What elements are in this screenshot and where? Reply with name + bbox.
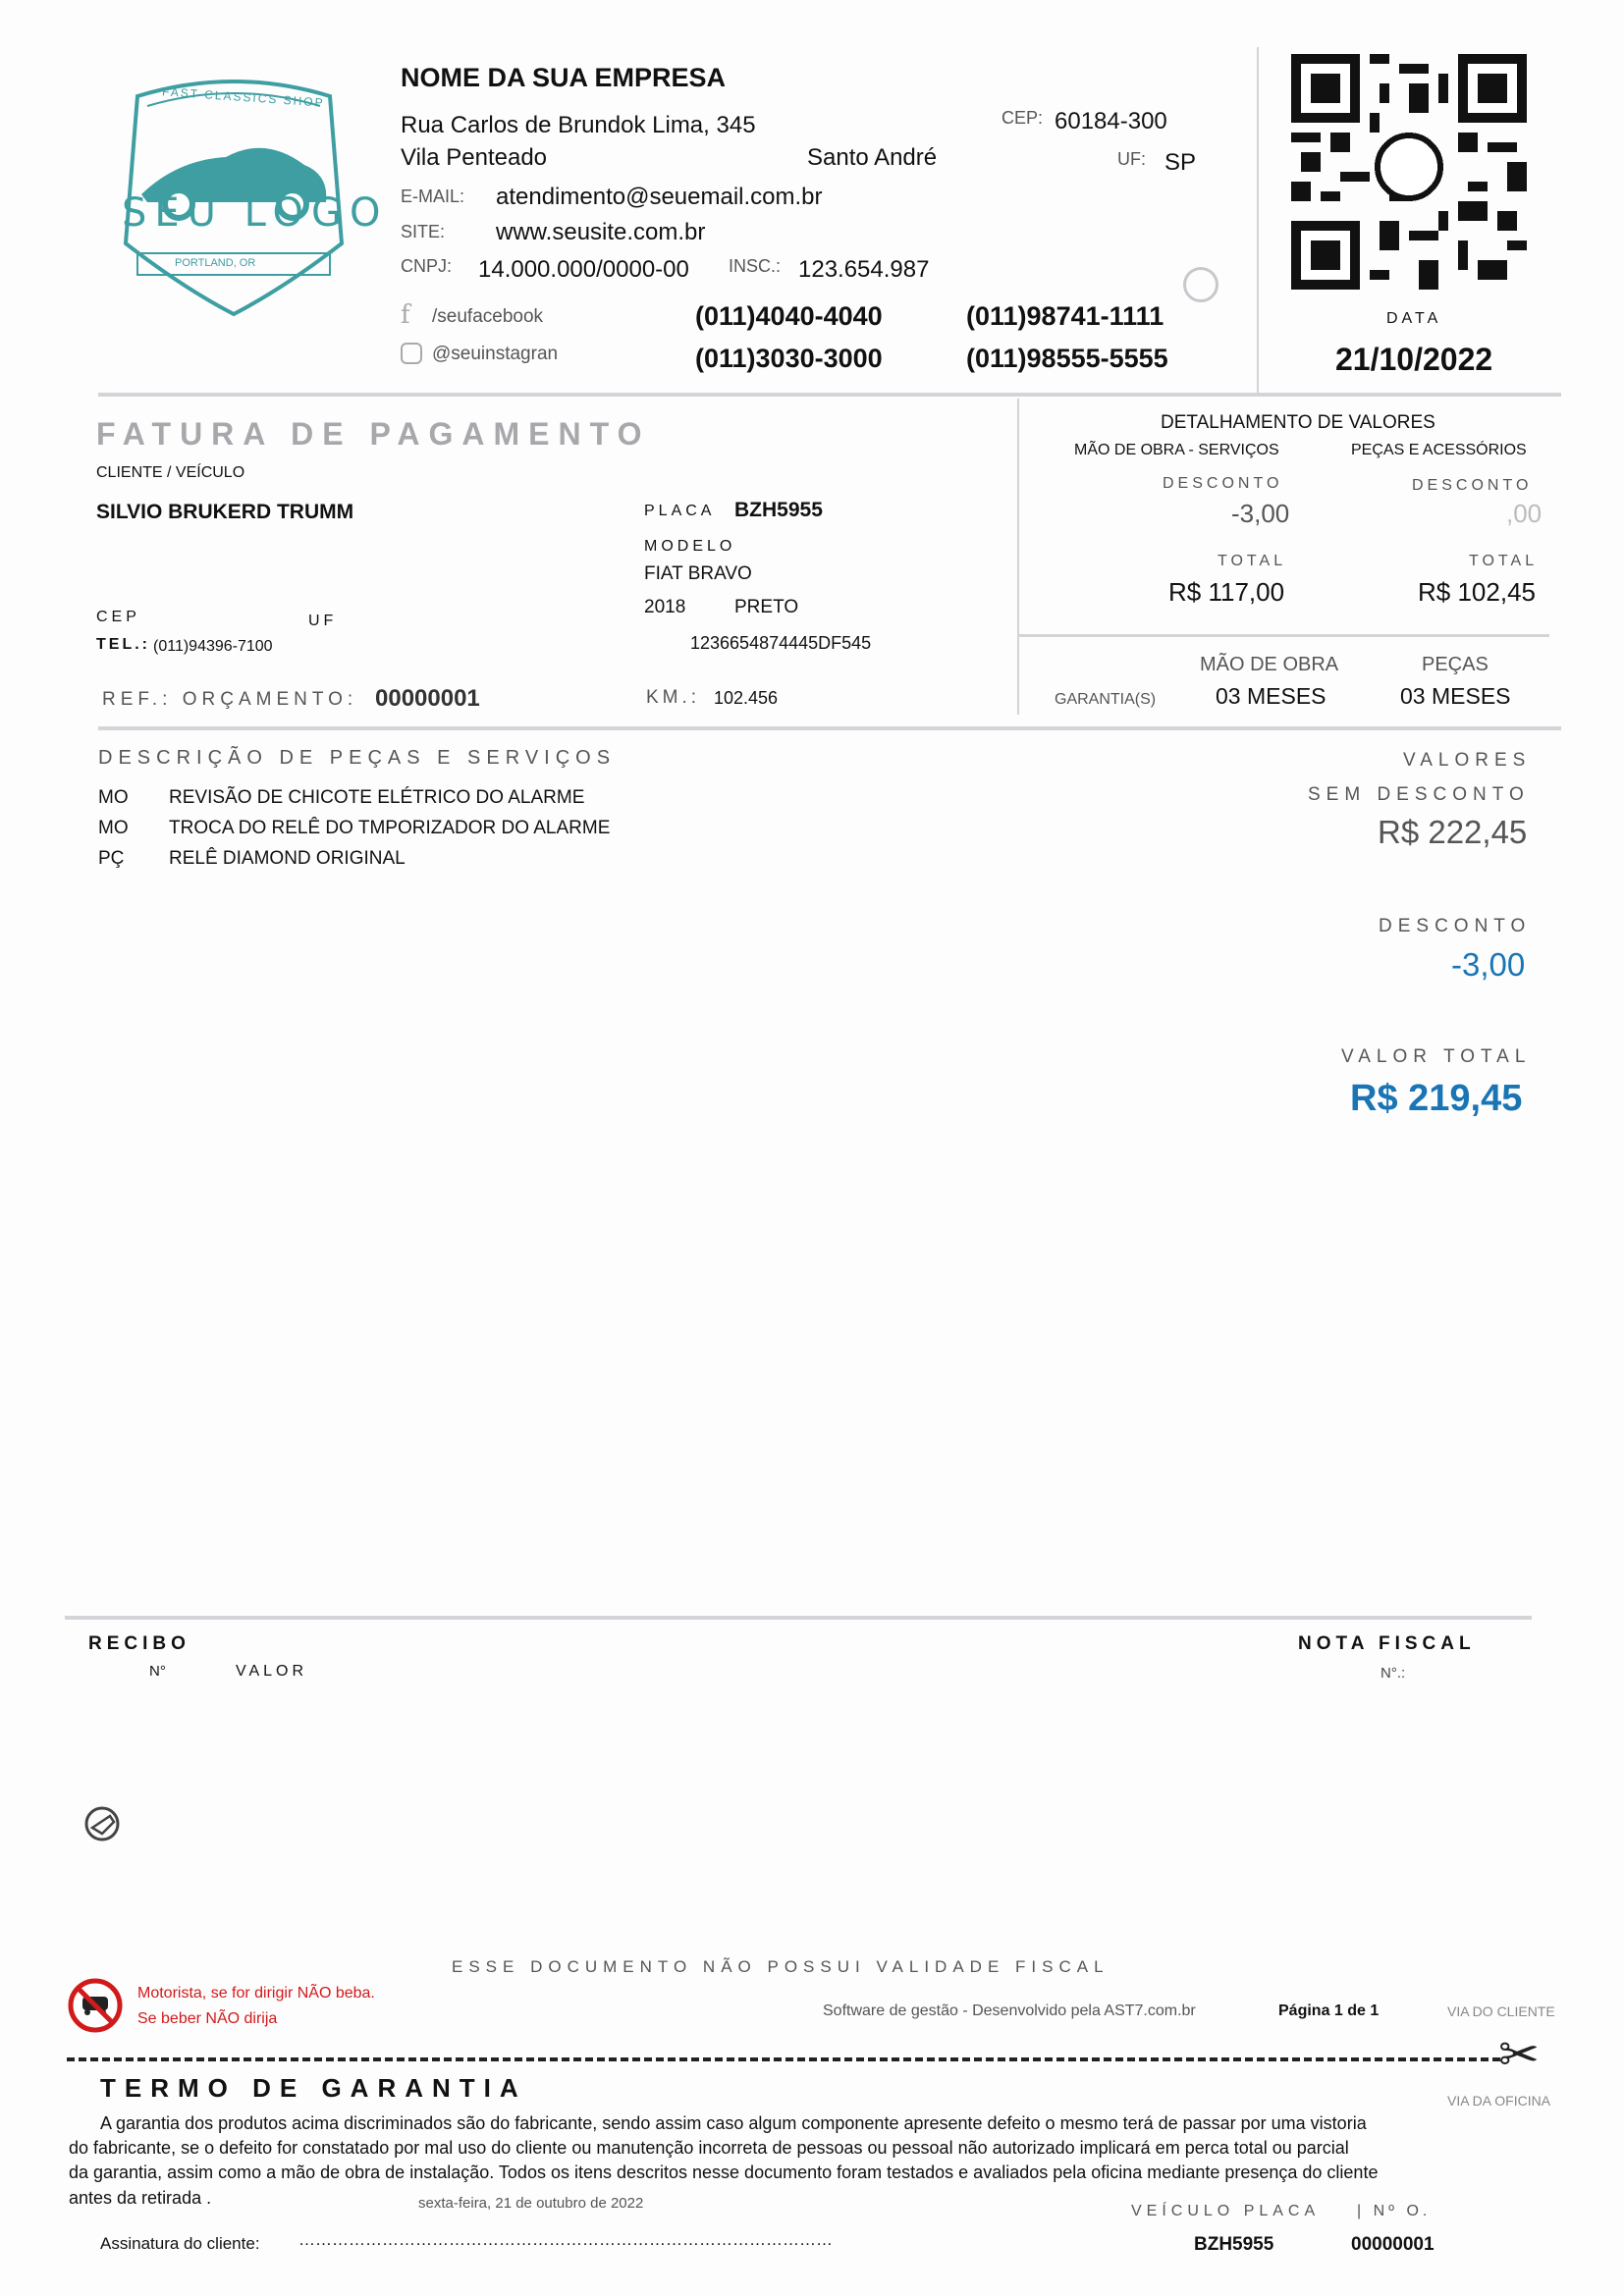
logo-tagline: FAST CLASSICS SHOP (161, 84, 326, 110)
parts-total-label: TOTAL (1469, 553, 1539, 569)
item-description: RELÊ DIAMOND ORIGINAL (169, 848, 406, 869)
fiscal-note: ESSE DOCUMENTO NÃO POSSUI VALIDADE FISCAL (452, 1957, 1110, 1976)
receipt-rule (65, 1616, 1532, 1620)
instagram-icon (401, 343, 422, 364)
uf-label: UF: (1117, 149, 1146, 169)
km-value: 102.456 (714, 688, 779, 708)
whatsapp-icon (1183, 267, 1218, 302)
receipt-title: RECIBO (88, 1633, 190, 1654)
cut-line (67, 2057, 1500, 2061)
warranty-date: sexta-feira, 21 de outubro de 2022 (418, 2195, 644, 2212)
item-description: REVISÃO DE CHICOTE ELÉTRICO DO ALARME (169, 787, 585, 808)
company-city: Santo André (807, 144, 938, 171)
vehicle-color: PRETO (734, 597, 799, 617)
labor-total-label: TOTAL (1218, 553, 1287, 569)
parts-discount: ,00 (1506, 499, 1543, 528)
page-indicator: Página 1 de 1 (1278, 2002, 1380, 2019)
qr-code (1291, 54, 1527, 290)
plate-label: PLACA (644, 503, 716, 519)
summary-no-discount: R$ 222,45 (1378, 814, 1528, 850)
date-value: 21/10/2022 (1335, 342, 1493, 377)
ref-value: 00000001 (375, 685, 480, 712)
company-email: atendimento@seuemail.com.br (496, 184, 823, 210)
facebook-icon: f (401, 300, 410, 330)
ref-label: REF.: ORÇAMENTO: (102, 689, 358, 710)
company-phone-2: (011)3030-3000 (695, 344, 883, 373)
cep-label: CEP: (1001, 108, 1044, 128)
company-facebook: /seufacebook (432, 306, 544, 327)
no-drink-icon (67, 1977, 124, 2034)
client-label: CLIENTE / VEÍCULO (96, 464, 245, 481)
client-tel: (011)94396-7100 (153, 638, 273, 655)
summary-values-label: VALORES (1403, 750, 1532, 771)
signature-line: …………………………………………………………………………………… (298, 2230, 833, 2249)
labor-discount-label: DESCONTO (1163, 475, 1283, 492)
client-tel-label: TEL.: (96, 636, 150, 653)
vehicle-chassis: 1236654874445DF545 (690, 633, 872, 653)
logo-location: PORTLAND, OR (175, 257, 256, 269)
model-label: MODELO (644, 538, 736, 555)
company-mobile-1: (011)98741-1111 (966, 301, 1164, 331)
warranty-title: TERMO DE GARANTIA (100, 2073, 527, 2103)
company-instagram: @seuinstagran (432, 344, 559, 364)
signature-label: Assinatura do cliente: (100, 2234, 260, 2253)
info-bottom-rule (98, 726, 1561, 730)
vehicle-plate-label: VEÍCULO PLACA (1131, 2203, 1321, 2219)
item-type: MO (98, 818, 129, 838)
warranty-text-line-3: da garantia, assim como a mão de obra de instalação. Todos os itens descritos nesse documento foram testados e avaliados pela oficina mediante presença do cliente (69, 2163, 1379, 2182)
warranty-plate: BZH5955 (1194, 2234, 1274, 2255)
model-value: FIAT BRAVO (644, 563, 752, 584)
labor-discount: -3,00 (1231, 499, 1290, 528)
client-uf-label: UF (308, 613, 338, 629)
company-district: Vila Penteado (401, 144, 548, 171)
summary-discount: -3,00 (1451, 946, 1526, 983)
header-bottom-rule (98, 393, 1561, 397)
summary-discount-label: DESCONTO (1379, 916, 1532, 936)
values-detail-title: DETALHAMENTO DE VALORES (1161, 412, 1435, 433)
warranty-text-line-2: do fabricante, se o defeito for constatado por mal uso do cliente ou manutenção incorreta de pessoas ou pessoal não autorizado implicará em perca total ou parcial (69, 2138, 1349, 2158)
invoice-title: FATURA DE PAGAMENTO (96, 416, 651, 452)
warranty-parts: 03 MESES (1400, 683, 1511, 709)
company-mobile-2: (011)98555-5555 (966, 344, 1168, 373)
warranty-order-num: 00000001 (1351, 2234, 1435, 2255)
company-uf: SP (1164, 149, 1197, 176)
shop-copy-label: VIA DA OFICINA (1447, 2093, 1551, 2109)
plate-value: BZH5955 (734, 499, 823, 521)
insc-label: INSC.: (729, 256, 782, 276)
item-description: TROCA DO RELÊ DO TMPORIZADOR DO ALARME (169, 818, 611, 838)
warranty-label: GARANTIA(S) (1055, 691, 1157, 708)
item-type: MO (98, 787, 129, 808)
warranty-rule (1019, 634, 1549, 637)
site-label: SITE: (401, 222, 446, 241)
parts-total: R$ 102,45 (1418, 577, 1536, 607)
date-label: DATA (1386, 310, 1442, 327)
cnpj-label: CNPJ: (401, 256, 453, 276)
parts-label: PEÇAS E ACESSÓRIOS (1351, 442, 1527, 458)
km-label: KM.: (646, 687, 701, 708)
warranty-labor: 03 MESES (1216, 683, 1326, 709)
header-divider (1257, 47, 1259, 393)
company-insc: 123.654.987 (798, 256, 930, 283)
email-label: E-MAIL: (401, 187, 465, 206)
items-title: DESCRIÇÃO DE PEÇAS E SERVIÇOS (98, 747, 617, 769)
invoice-number-label: N°.: (1380, 1665, 1406, 1682)
company-phone-1: (011)4040-4040 (695, 301, 883, 331)
labor-label: MÃO DE OBRA - SERVIÇOS (1074, 442, 1279, 458)
values-divider (1017, 399, 1019, 715)
receipt-num-label: N° (149, 1663, 166, 1680)
summary-total: R$ 219,45 (1350, 1078, 1523, 1119)
summary-total-label: VALOR TOTAL (1341, 1046, 1532, 1067)
company-site: www.seusite.com.br (496, 219, 706, 245)
drink-warning-line-2: Se beber NÃO dirija (137, 2010, 278, 2027)
company-cnpj: 14.000.000/0000-00 (478, 256, 689, 283)
warranty-text-line-1: A garantia dos produtos acima discriminados são do fabricante, sendo assim caso algum componente apresente defeito o mesmo terá de passar por uma vistoria (100, 2113, 1367, 2133)
warranty-labor-label: MÃO DE OBRA (1200, 654, 1339, 675)
labor-total: R$ 117,00 (1168, 577, 1285, 607)
drink-warning-line-1: Motorista, se for dirigir NÃO beba. (137, 1985, 375, 2002)
warranty-parts-label: PEÇAS (1422, 654, 1489, 675)
client-cep-label: CEP (96, 609, 140, 625)
invoice-number-title: NOTA FISCAL (1298, 1633, 1476, 1654)
vehicle-year: 2018 (644, 597, 686, 617)
summary-no-discount-label: SEM DESCONTO (1308, 784, 1530, 805)
company-cep: 60184-300 (1055, 108, 1167, 134)
company-address: Rua Carlos de Brundok Lima, 345 (401, 112, 756, 138)
stamp-icon (81, 1804, 124, 1843)
parts-discount-label: DESCONTO (1412, 477, 1533, 494)
receipt-value-label: VALOR (236, 1663, 308, 1680)
company-name: NOME DA SUA EMPRESA (401, 63, 727, 92)
item-type: PÇ (98, 848, 125, 869)
client-copy-label: VIA DO CLIENTE (1447, 2003, 1555, 2019)
logo-text: SEU LOGO (122, 190, 389, 236)
warranty-text-line-4: antes da retirada . (69, 2188, 212, 2208)
scissors-icon: ✂ (1498, 2027, 1540, 2082)
client-name: SILVIO BRUKERD TRUMM (96, 501, 354, 523)
software-credit: Software de gestão - Desenvolvido pela AST7.com.br (823, 2002, 1196, 2019)
order-num-label: | Nº O. (1357, 2203, 1432, 2219)
